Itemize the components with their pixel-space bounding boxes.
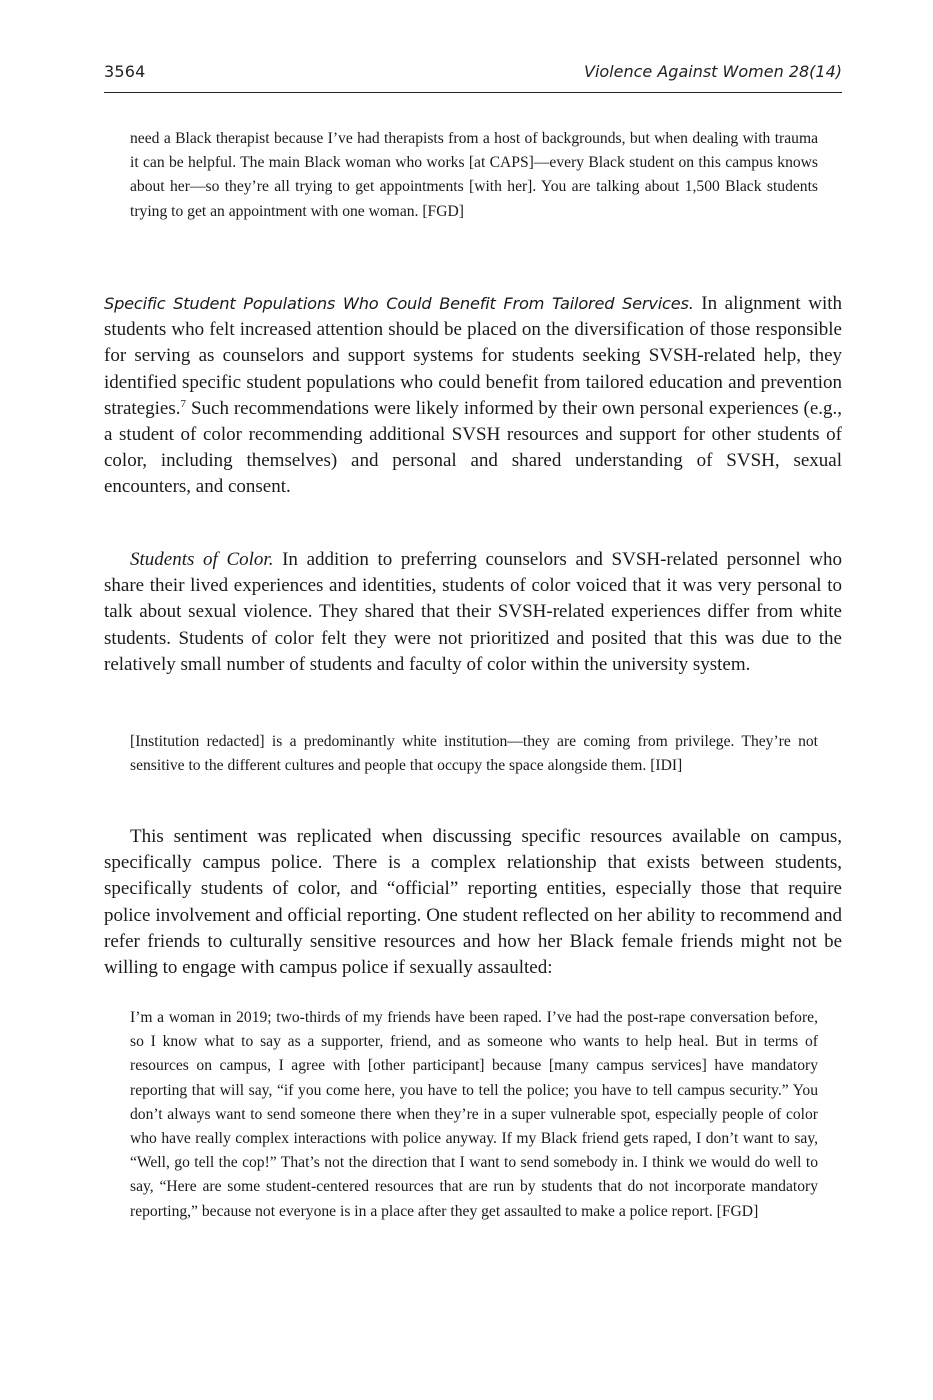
block-quote-text: need a Black therapist because I’ve had therapists from a host of backgrounds, but when dealing with trauma it can be helpful. The main Black woman who works [at CAPS]—every Black student on this campus knows about her—so they’re all trying to get appointments [with her]. You are talking about 1,500 Black students trying to get an appointment with one woman. [FGD]	[130, 130, 818, 220]
section-body-text: In addition to preferring counselors and SVSH-related personnel who share their lived experiences and identities, students of color voiced that it was very personal to talk about sexual violence. They shared that their SVSH-related experiences differ from white students. Students of color felt they were not prioritized and posited that this was due to the relatively small number of students and faculty of color within the university system.	[104, 549, 842, 675]
section-heading-tailored-services: Specific Student Populations Who Could Benefit From Tailored Services.	[104, 294, 694, 313]
paragraph-text: This sentiment was replicated when discussing specific resources available on campus, specifically campus police. There is a complex relationship that exists between students, specifically students of color, and “official” reporting entities, especially those that require police involvement and official reporting. One student reflected on her ability to recommend and refer friends to culturally sensitive resources and how her Black female friends might not be willing to engage with campus police if sexually assaulted:	[104, 826, 842, 979]
block-quote-institution	[130, 730, 818, 778]
page-number: 3564	[104, 62, 146, 81]
section-tailored-services	[104, 291, 842, 501]
section-body-text: In alignment with students who felt increased attention should be placed on the diversification of those responsible for serving as counselors and support systems for students seeking SVSH-related help, they identified specific student populations who could benefit from tailored education and prevention strategies.	[104, 293, 843, 419]
block-quote-text: [Institution redacted] is a predominantly white institution—they are coming from privilege. They’re not sensitive to the different cultures and people that occupy the space alongside them. [IDI]	[130, 733, 818, 775]
block-quote-text: I’m a woman in 2019; two-thirds of my friends have been raped. I’ve had the post-rape conversation before, so I know what to say as a supporter, friend, and as someone who wants to help heal. But in terms of resources on campus, I agree with [other participant] because [many campus services] have mandatory reporting that will say, “if you come here, you have to tell the police; you have to tell campus security.” You don’t always want to send someone there when they’re in a super vulnerable spot, especially people of color who have really complex interactions with police anyway. If my Black friend gets raped, I don’t want to say, “Well, go tell the cop!” That’s not the direction that I want to send somebody in. I think we would do well to say, “Here are some student-centered resources that are run by students that do not incorporate mandatory reporting,” because not everyone is in a place after they get assaulted to make a police report. [FGD]	[130, 1009, 818, 1220]
running-header	[104, 58, 842, 93]
block-quote-mandatory-reporting	[130, 1006, 818, 1224]
footnote-marker: 7	[180, 397, 187, 410]
section-heading-students-of-color: Students of Color.	[130, 549, 274, 570]
paragraph-campus-police	[104, 824, 842, 981]
block-quote-caps	[130, 127, 818, 224]
section-body-text-continued: Such recommendations were likely informed by their own personal experiences (e.g., a student of color recommending additional SVSH resources and support for other students of color, including themselves) and personal and shared understanding of SVSH, sexual encounters, and consent.	[104, 397, 843, 498]
journal-reference: Violence Against Women 28(14)	[584, 62, 842, 81]
section-students-of-color	[104, 547, 842, 678]
